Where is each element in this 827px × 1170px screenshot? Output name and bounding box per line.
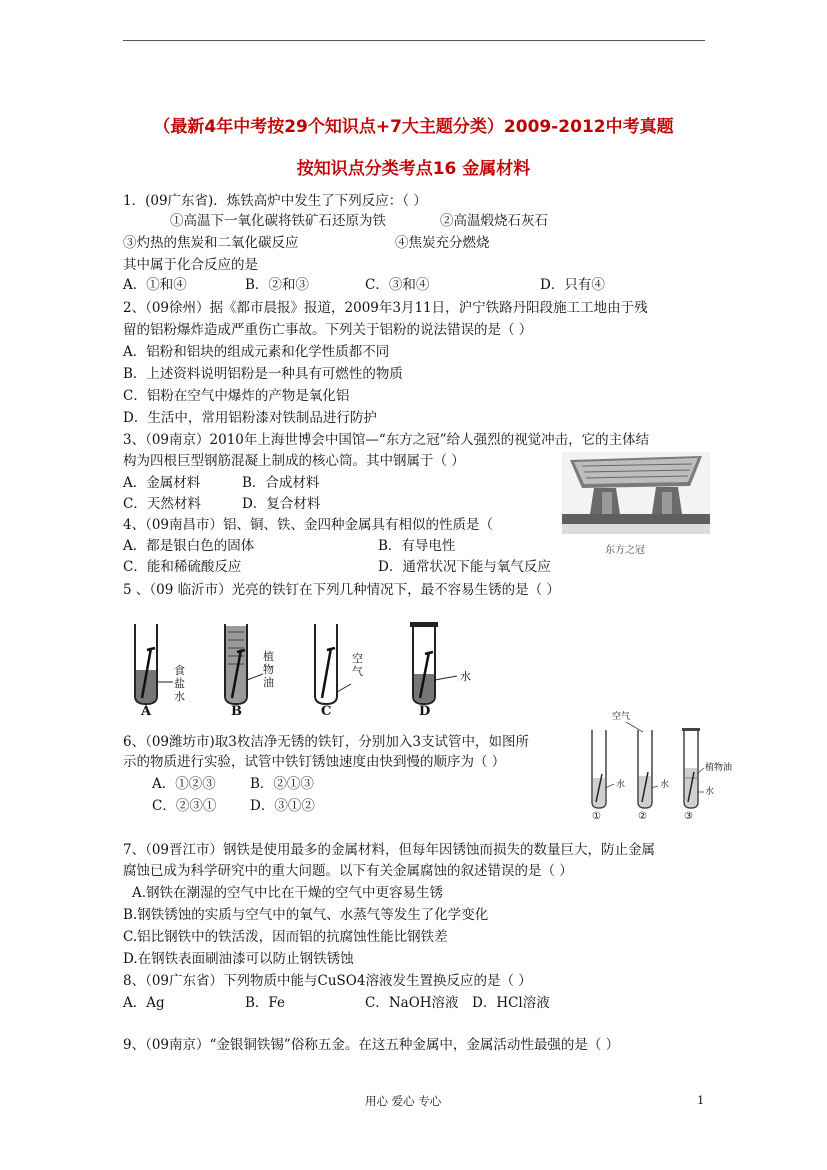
tube-c-label: 空气 <box>352 652 363 678</box>
tube-d-letter: D <box>419 704 431 719</box>
q6-line-2: 示的物质进行实验，试管中铁钉锈蚀速度由快到慢的顺序为（ ） <box>123 754 506 770</box>
q6-fig-oil-label: 植物油 <box>705 763 733 773</box>
q8-stem: 8、（09广东省）下列物质中能与CuSO4溶液发生置换反应的是（ ） <box>123 973 532 989</box>
q1-reaction-4: ④焦炭充分燃烧 <box>395 235 490 251</box>
pavilion-caption: 东方之冠 <box>605 545 645 556</box>
q1-option-c: C．③和④ <box>365 277 430 293</box>
q3-option-d: D．复合材料 <box>242 496 321 512</box>
q1-option-b: B．②和③ <box>245 277 309 293</box>
q3-line-2: 构为四根巨型钢筋混凝上制成的核心筒。其中钢属于（ ） <box>123 453 465 469</box>
q3-line-1: 3、（09南京）2010年上海世博会中国馆—“东方之冠”给人强烈的视觉冲击，它的主体结 <box>123 432 650 448</box>
q7-option-d: D.在钢铁表面刷油漆可以防止钢铁锈蚀 <box>123 951 354 967</box>
q3-option-a: A．金属材料 <box>123 475 201 491</box>
q6-fig-water-label-1: 水 <box>616 780 626 790</box>
q8-option-c: C．NaOH溶液 <box>365 995 459 1011</box>
q1-reaction-2: ②高温煅烧石灰石 <box>440 213 548 229</box>
q6-fig-number-3: ③ <box>684 811 693 822</box>
q6-line-1: 6、（09潍坊市)取3枚洁净无锈的铁钉，分别加入3支试管中，如图所 <box>123 734 529 750</box>
q6-fig-air-label: 空气 <box>612 712 631 722</box>
tube-a-letter: A <box>141 704 152 719</box>
q1-ask: 其中属于化合反应的是 <box>123 257 258 273</box>
q7-line-2: 腐蚀已成为科学研究中的重大问题。以下有关金属腐蚀的叙述错误的是（ ） <box>123 863 573 879</box>
q4-option-a: A．都是银白色的固体 <box>123 538 255 554</box>
q4-option-c: C．能和稀硫酸反应 <box>123 559 242 575</box>
tube-b-label: 植物油 <box>263 650 274 689</box>
q2-line-1: 2、（09徐州）据《都市晨报》报道，2009年3月11日，沪宁铁路丹阳段施工工地由于残 <box>123 300 648 316</box>
q1-reaction-3: ③灼热的焦炭和二氧化碳反应 <box>123 235 299 251</box>
q7-option-c: C.铝比钢铁中的铁活泼，因而铝的抗腐蚀性能比钢铁差 <box>123 929 448 945</box>
tube-b <box>225 624 263 704</box>
q2-option-b: B．上述资料说明铝粉是一种具有可燃性的物质 <box>123 366 403 382</box>
tube-a <box>135 624 173 704</box>
q5-stem: 5 、（09 临沂市）光亮的铁钉在下列几种情况下，最不容易生锈的是（ ） <box>123 582 560 598</box>
q1-option-d: D．只有④ <box>540 277 605 293</box>
q4-option-d: D．通常状况下能与氧气反应 <box>378 559 551 575</box>
q2-option-c: C．铝粉在空气中爆炸的产物是氧化铝 <box>123 388 350 404</box>
q1-option-a: A．①和④ <box>123 277 187 293</box>
q6-fig-water-label-2: 水 <box>660 780 670 790</box>
q6-fig-number-1: ① <box>592 811 601 822</box>
q3-option-b: B．合成材料 <box>242 475 320 491</box>
q1-stem: 1．(09广东省)．炼铁高炉中发生了下列反应：（ ） <box>123 193 427 209</box>
q2-option-d: D．生活中，常用铝粉漆对铁制品进行防护 <box>123 410 377 426</box>
q6-option-b: B．②①③ <box>250 776 314 792</box>
q3-option-c: C．天然材料 <box>123 496 201 512</box>
tube-c-letter: C <box>321 704 332 719</box>
q6-test-tubes-figure <box>588 716 718 822</box>
tube-d <box>410 622 457 704</box>
page-title: （最新4年中考按29个知识点+7大主题分类）2009-2012中考真题 <box>153 117 674 137</box>
q8-option-d: D．HCl溶液 <box>472 995 550 1011</box>
footer-motto: 用心 爱心 专心 <box>365 1094 442 1108</box>
q2-option-a: A．铝粉和铝块的组成元素和化学性质都不同 <box>123 344 390 360</box>
q2-line-2: 留的铝粉爆炸造成严重伤亡事故。下列关于铝粉的说法错误的是（ ） <box>123 322 533 338</box>
page-subtitle: 按知识点分类考点16 金属材料 <box>296 159 531 179</box>
q8-option-b: B．Fe <box>245 995 286 1011</box>
page-number: 1 <box>697 1093 705 1107</box>
tube-d-label: 水 <box>460 670 471 683</box>
q1-reaction-1: ①高温下一氧化碳将铁矿石还原为铁 <box>170 213 386 229</box>
q4-option-b: B．有导电性 <box>378 538 456 554</box>
header-rule <box>123 40 705 41</box>
q6-fig-water-label-3: 水 <box>705 787 715 797</box>
q8-option-a: A．Ag <box>123 995 165 1011</box>
q6-fig-number-2: ② <box>638 811 647 822</box>
q6-option-a: A．①②③ <box>152 776 216 792</box>
tube-a-label: 食盐水 <box>174 664 185 703</box>
q7-line-1: 7、（09晋江市）钢铁是使用最多的金属材料，但每年因锈蚀而损失的数量巨大，防止金属 <box>123 842 656 858</box>
tube-b-letter: B <box>231 704 242 719</box>
q4-stem: 4、（09南昌市）铝、铜、铁、金四种金属具有相似的性质是（ <box>123 517 494 533</box>
q7-option-b: B.钢铁锈蚀的实质与空气中的氧气、水蒸气等发生了化学变化 <box>123 907 489 923</box>
q6-option-c: C．②③① <box>152 798 217 814</box>
tube-c <box>315 624 351 704</box>
china-pavilion-image <box>562 452 710 534</box>
q7-option-a: A.钢铁在潮湿的空气中比在干燥的空气中更容易生锈 <box>132 885 444 901</box>
q9-stem: 9、（09南京）“金银铜铁锡”俗称五金。在这五种金属中，金属活动性最强的是（ ） <box>123 1037 620 1053</box>
q6-option-d: D．③①② <box>250 798 315 814</box>
